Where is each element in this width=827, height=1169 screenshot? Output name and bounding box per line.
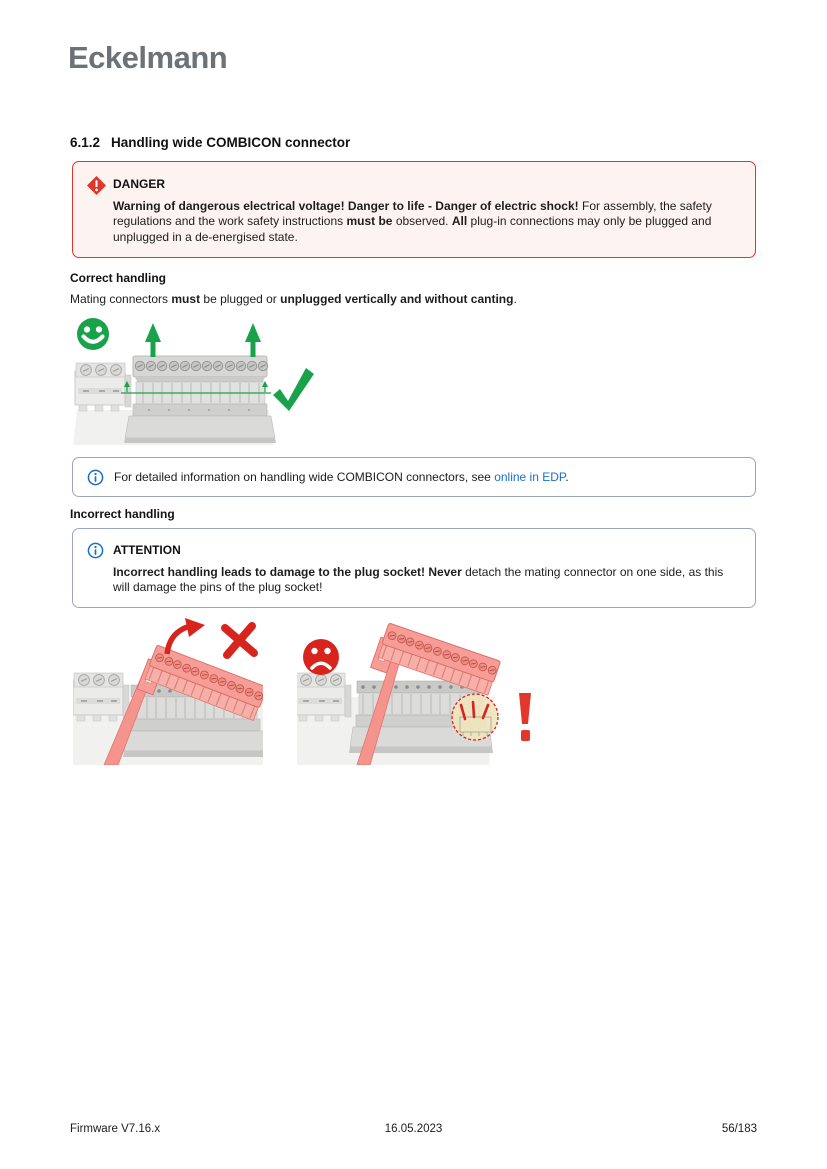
danger-body-segment: observed. xyxy=(392,214,452,229)
danger-box xyxy=(72,161,756,258)
correct-handling-heading: Correct handling xyxy=(70,271,167,285)
incorrect-handling-illustration-2 xyxy=(297,617,542,765)
info-box xyxy=(72,457,756,497)
attention-body xyxy=(113,565,739,596)
page-footer xyxy=(70,1123,757,1135)
section-heading xyxy=(70,135,350,150)
info-icon xyxy=(87,469,104,486)
checkmark-icon xyxy=(273,368,314,411)
curved-arrow-icon xyxy=(167,618,205,654)
correct-text-bold: unplugged vertically and without canting xyxy=(280,292,514,306)
danger-body-segment: plug-in connections may only be plugged and unplugged in a de-energised state. xyxy=(113,214,712,244)
footer-page-number: 56/183 xyxy=(721,1123,757,1135)
danger-body-segment: For assembly, the safety regulations and the work safety instructions xyxy=(113,199,712,229)
brand-logo: Eckelmann xyxy=(68,40,228,75)
correct-text-segment: Mating connectors xyxy=(70,292,172,306)
correct-text-segment: . xyxy=(513,292,517,306)
danger-body xyxy=(113,199,739,245)
danger-body-bold: All xyxy=(451,214,468,229)
info-text-segment: For detailed information on handling wide COMBICON connectors, see xyxy=(114,470,495,484)
incorrect-handling-illustration-1 xyxy=(73,617,263,765)
up-arrow-icon xyxy=(145,323,161,357)
smiley-sad-icon xyxy=(303,639,339,675)
danger-body-lead: Warning of dangerous electrical voltage! Danger to life - Danger of electric shock! xyxy=(113,199,579,213)
attention-body-bold: Incorrect handling leads to damage to the plug socket! Never xyxy=(113,565,462,579)
correct-text-segment: be plugged or xyxy=(200,292,281,306)
adjacent-connector xyxy=(75,363,131,411)
section-title: Handling wide COMBICON connector xyxy=(111,135,351,150)
mated-connector xyxy=(124,356,276,443)
adjacent-connector xyxy=(297,673,351,721)
info-text-segment: . xyxy=(565,470,569,484)
cross-icon xyxy=(225,626,254,655)
up-arrow-icon xyxy=(245,323,261,357)
info-icon xyxy=(87,542,104,559)
attention-title: ATTENTION xyxy=(113,543,181,557)
damaged-pins-highlight xyxy=(452,694,498,740)
correct-text-bold: must xyxy=(171,292,201,306)
footer-firmware: Firmware V7.16.x xyxy=(70,1123,161,1135)
info-text xyxy=(114,470,569,484)
footer-date: 16.05.2023 xyxy=(384,1123,443,1135)
correct-handling-text xyxy=(70,292,517,306)
adjacent-connector xyxy=(73,673,129,721)
attention-body-segment: detach the mating connector on one side, as this will damage the pins of the plug socket! xyxy=(113,565,724,595)
attention-box xyxy=(72,528,756,608)
danger-body-bold: must be xyxy=(346,214,393,229)
incorrect-handling-heading: Incorrect handling xyxy=(70,507,175,521)
exclamation-icon xyxy=(519,693,531,741)
danger-diamond-icon xyxy=(87,176,106,195)
edp-link[interactable]: online in EDP xyxy=(494,470,566,484)
smiley-happy-icon xyxy=(77,318,109,350)
danger-title: DANGER xyxy=(113,177,166,191)
correct-handling-illustration xyxy=(73,314,320,445)
section-number: 6.1.2 xyxy=(70,135,101,150)
